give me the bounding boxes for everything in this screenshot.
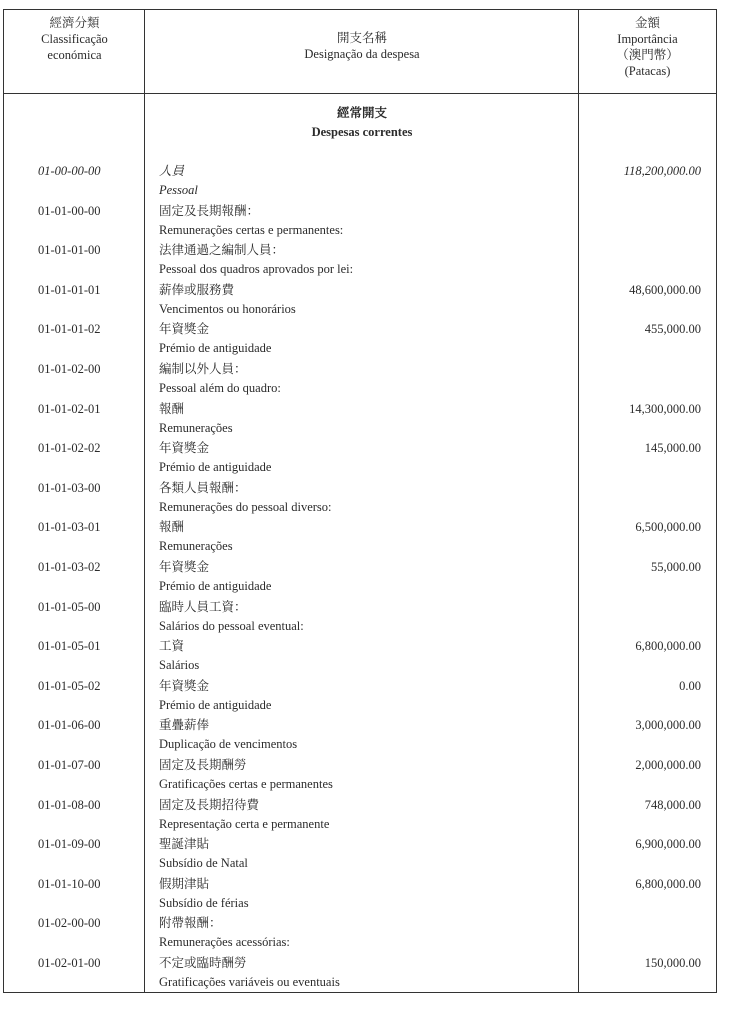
header-classification bbox=[4, 10, 145, 94]
row-amount: 6,500,000.00 bbox=[635, 520, 701, 535]
row-amount: 6,800,000.00 bbox=[635, 639, 701, 654]
row-amount: 455,000.00 bbox=[644, 322, 701, 337]
header-amount-zh: 金額 bbox=[634, 16, 660, 30]
section-title-zh: 經常開支 bbox=[336, 106, 387, 120]
table-row bbox=[4, 319, 716, 359]
row-designation-pt: Subsídio de Natal bbox=[159, 856, 248, 871]
row-designation-pt: Gratificações certas e permanentes bbox=[159, 777, 333, 791]
row-designation-zh: 年資獎金 bbox=[159, 322, 210, 337]
table-row bbox=[4, 874, 716, 914]
table-row bbox=[4, 913, 716, 953]
row-designation-pt: Representação certa e permanente bbox=[159, 816, 330, 831]
row-code: 01-01-03-02 bbox=[38, 560, 101, 574]
budget-table bbox=[3, 9, 717, 993]
row-code: 01-01-02-02 bbox=[38, 441, 101, 456]
row-designation-pt: Remunerações certas e permanentes: bbox=[159, 222, 344, 237]
row-code: 01-01-02-01 bbox=[38, 401, 101, 416]
row-amount: 14,300,000.00 bbox=[629, 401, 701, 416]
row-designation-pt: Subsídio de férias bbox=[159, 895, 249, 910]
row-designation-zh: 不定或臨時酬勞 bbox=[159, 956, 247, 970]
row-designation-zh: 固定及長期報酬： bbox=[159, 203, 260, 218]
row-amount: 145,000.00 bbox=[644, 441, 701, 456]
table-row bbox=[4, 557, 716, 597]
row-designation-zh: 固定及長期酬勞 bbox=[159, 758, 247, 772]
row-designation-zh: 報酬 bbox=[159, 401, 185, 416]
row-amount: 55,000.00 bbox=[651, 560, 701, 574]
row-designation-pt: Gratificações variáveis ou eventuais bbox=[159, 975, 340, 989]
row-code: 01-01-01-02 bbox=[38, 322, 101, 337]
row-designation-zh: 薪俸或服務費 bbox=[159, 282, 235, 297]
row-designation-pt: Pessoal bbox=[159, 183, 198, 197]
row-designation-zh: 報酬 bbox=[159, 520, 185, 535]
table-row bbox=[4, 438, 716, 478]
header-classification-pt-1: Classificação bbox=[41, 32, 108, 46]
header-designation bbox=[145, 10, 579, 94]
row-code: 01-01-00-00 bbox=[38, 203, 101, 218]
row-code: 01-01-03-00 bbox=[38, 480, 101, 495]
header-classification-zh: 經濟分類 bbox=[49, 16, 100, 30]
table-row bbox=[4, 478, 716, 518]
row-code: 01-01-01-01 bbox=[38, 282, 101, 297]
row-code: 01-01-05-01 bbox=[38, 639, 101, 654]
row-designation-zh: 聖誕津貼 bbox=[159, 837, 210, 852]
table-row bbox=[4, 755, 716, 795]
row-designation-zh: 年資獎金 bbox=[159, 560, 210, 574]
table-row bbox=[4, 161, 716, 201]
row-code: 01-01-01-00 bbox=[38, 243, 101, 258]
row-code: 01-01-10-00 bbox=[38, 876, 101, 891]
row-amount: 6,800,000.00 bbox=[635, 876, 701, 891]
row-designation-pt: Remunerações bbox=[159, 539, 233, 554]
row-designation-pt: Salários bbox=[159, 658, 200, 673]
row-code: 01-01-07-00 bbox=[38, 758, 101, 772]
row-designation-zh: 編制以外人員： bbox=[159, 362, 247, 376]
row-designation-pt: Remunerações acessórias: bbox=[159, 935, 290, 950]
table-row bbox=[4, 399, 716, 439]
row-amount: 118,200,000.00 bbox=[623, 164, 701, 178]
header-currency-pt: (Patacas) bbox=[624, 64, 671, 78]
row-designation-zh: 附帶報酬： bbox=[159, 916, 222, 931]
header-designation-zh: 開支名稱 bbox=[336, 31, 387, 45]
row-designation-pt: Pessoal dos quadros aprovados por lei: bbox=[159, 262, 354, 277]
row-code: 01-02-01-00 bbox=[38, 956, 101, 970]
table-row bbox=[4, 795, 716, 835]
header-amount bbox=[579, 10, 716, 94]
table-row bbox=[4, 201, 716, 241]
row-designation-pt: Prémio de antiguidade bbox=[159, 697, 272, 712]
row-amount: 2,000,000.00 bbox=[635, 758, 701, 772]
row-designation-zh: 工資 bbox=[159, 639, 185, 654]
row-code: 01-01-02-00 bbox=[38, 362, 101, 376]
row-designation-zh: 人員 bbox=[159, 164, 185, 178]
row-designation-zh: 法律通過之編制人員： bbox=[159, 243, 285, 258]
row-designation-pt: Pessoal além do quadro: bbox=[159, 381, 281, 395]
row-designation-pt: Prémio de antiguidade bbox=[159, 579, 272, 593]
table-row bbox=[4, 597, 716, 637]
row-designation-zh: 年資獎金 bbox=[159, 441, 210, 456]
section-title bbox=[145, 104, 579, 142]
row-amount: 0.00 bbox=[679, 678, 701, 693]
table-row bbox=[4, 359, 716, 399]
row-designation-zh: 年資獎金 bbox=[159, 678, 210, 693]
row-designation-pt: Prémio de antiguidade bbox=[159, 460, 272, 475]
row-code: 01-02-00-00 bbox=[38, 916, 101, 931]
table-row bbox=[4, 517, 716, 557]
row-amount: 3,000,000.00 bbox=[635, 718, 701, 733]
row-amount: 48,600,000.00 bbox=[629, 282, 701, 297]
row-designation-zh: 假期津貼 bbox=[159, 876, 210, 891]
row-designation-pt: Duplicação de vencimentos bbox=[159, 737, 298, 752]
row-code: 01-01-05-00 bbox=[38, 599, 101, 614]
table-row bbox=[4, 280, 716, 320]
row-amount: 6,900,000.00 bbox=[635, 837, 701, 852]
row-code: 01-01-06-00 bbox=[38, 718, 101, 733]
row-designation-pt: Prémio de antiguidade bbox=[159, 341, 272, 356]
row-designation-pt: Salários do pessoal eventual: bbox=[159, 618, 304, 633]
row-designation-pt: Vencimentos ou honorários bbox=[159, 301, 296, 316]
table-row bbox=[4, 834, 716, 874]
header-currency-zh: （澳門幣） bbox=[616, 48, 679, 62]
row-code: 01-01-08-00 bbox=[38, 797, 101, 812]
row-code: 01-01-03-01 bbox=[38, 520, 101, 535]
row-designation-zh: 各類人員報酬： bbox=[159, 480, 247, 495]
header-designation-pt: Designação da despesa bbox=[304, 47, 420, 61]
row-designation-pt: Remunerações do pessoal diverso: bbox=[159, 499, 332, 514]
header-amount-pt: Importância bbox=[617, 32, 678, 46]
row-code: 01-00-00-00 bbox=[38, 164, 101, 178]
row-amount: 150,000.00 bbox=[644, 956, 701, 970]
table-row bbox=[4, 636, 716, 676]
row-code: 01-01-05-02 bbox=[38, 678, 101, 693]
section-title-pt: Despesas correntes bbox=[311, 125, 413, 139]
row-code: 01-01-09-00 bbox=[38, 837, 101, 852]
header-classification-pt-2: económica bbox=[47, 48, 102, 62]
table-row bbox=[4, 240, 716, 280]
row-designation-pt: Remunerações bbox=[159, 420, 233, 435]
table-row bbox=[4, 953, 716, 993]
table-row bbox=[4, 676, 716, 716]
row-designation-zh: 重疊薪俸 bbox=[159, 718, 210, 733]
row-designation-zh: 臨時人員工資： bbox=[159, 599, 247, 614]
table-row bbox=[4, 715, 716, 755]
row-amount: 748,000.00 bbox=[644, 797, 701, 812]
row-designation-zh: 固定及長期招待費 bbox=[159, 797, 260, 812]
